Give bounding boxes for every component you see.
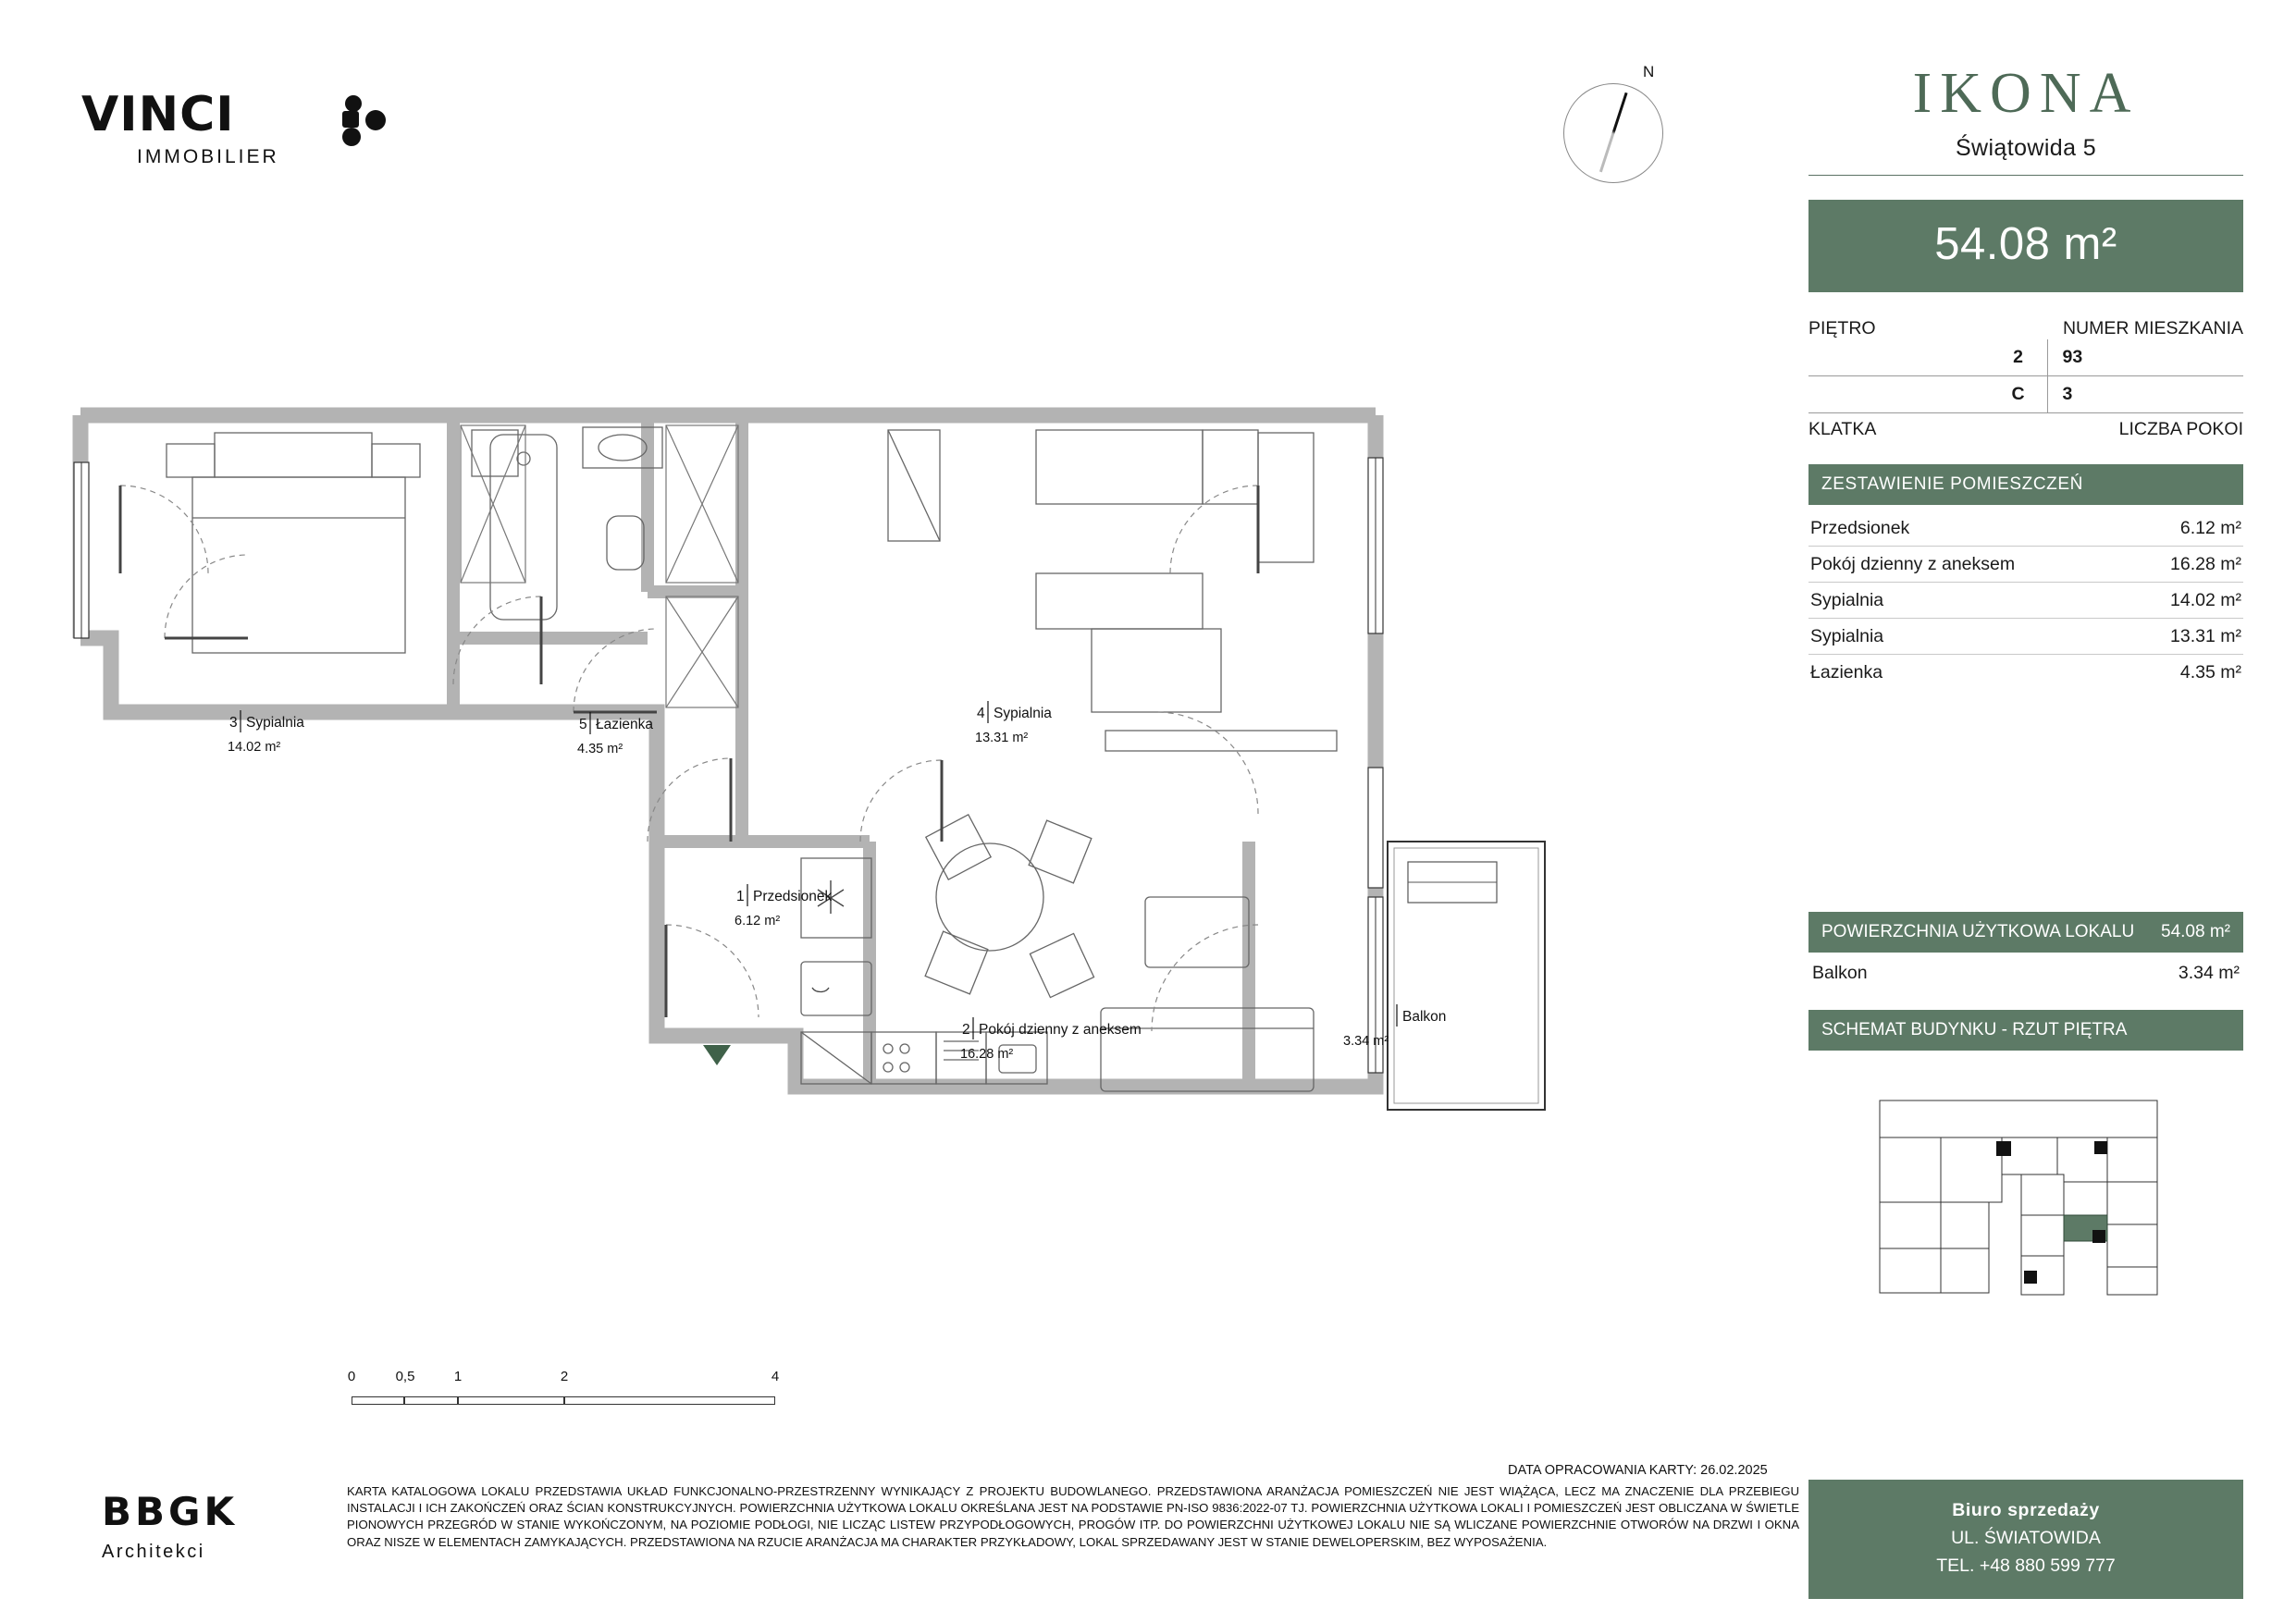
meta-value-apartment-number: 93: [2047, 339, 2244, 375]
furniture-bathroom: [472, 427, 662, 620]
list-item: [1808, 510, 2243, 547]
room-area: 16.28 m²: [2170, 553, 2241, 574]
scale-tick-0: 0: [347, 1369, 356, 1384]
room-label-bedroom-4: [975, 701, 1052, 745]
meta-row-staircase: [1808, 376, 2243, 413]
door-swings: [120, 486, 1258, 1031]
room-area: 13.31 m²: [2170, 625, 2241, 646]
meta-row-floor: [1808, 339, 2243, 376]
room-label-area: 14.02 m²: [228, 740, 281, 755]
scale-bar: [342, 1369, 786, 1424]
list-item: [1808, 583, 2243, 619]
room-label-living-room: [960, 1017, 1142, 1062]
room-area: 4.35 m²: [2179, 661, 2241, 682]
usable-area-value: 54.08 m²: [2161, 922, 2230, 941]
document-date: DATA OPRACOWANIA KARTY: 26.02.2025: [1508, 1463, 1768, 1478]
scale-tick-3: 2: [560, 1369, 569, 1384]
room-label-hallway: [734, 884, 833, 928]
project-brand: [1808, 62, 2243, 176]
interior-walls: [453, 422, 1249, 1087]
list-item: [1808, 655, 2243, 690]
rooms-list: [1808, 510, 2243, 690]
label-apartment-number: NUMER MIESZKANIA: [2062, 318, 2243, 338]
sales-office-title: Biuro sprzedaży: [1952, 1500, 2100, 1520]
room-label-number: 5: [579, 717, 587, 732]
apartment-floor-plan: [56, 407, 1776, 1359]
vinci-logo-name: VINCI: [81, 87, 235, 142]
meta-value-floor: 2: [2013, 347, 2023, 367]
room-name: Sypialnia: [1810, 625, 1884, 646]
room-label-number: 1: [736, 889, 745, 904]
compass-icon: [1563, 63, 1663, 183]
total-area-value: 54.08: [1934, 219, 2051, 269]
room-area: 6.12 m²: [2179, 517, 2241, 538]
meta-value-staircase: C: [2011, 384, 2025, 404]
room-name: Pokój dzienny z aneksem: [1810, 553, 2016, 574]
floor-plan-svg: [56, 407, 1776, 1359]
room-label-area: 4.35 m²: [577, 742, 623, 756]
door-leaves: [120, 486, 1258, 1017]
usable-area-label: POWIERZCHNIA UŻYTKOWA LOKALU: [1821, 922, 2135, 941]
total-area-banner: [1808, 200, 2243, 292]
compass-north-label: N: [1643, 63, 1655, 80]
windows: [74, 458, 1383, 1073]
rooms-section-title: ZESTAWIENIE POMIESZCZEŃ: [1808, 464, 2243, 505]
vinci-logo: [81, 87, 396, 192]
panel-spacer: [1808, 690, 2243, 884]
room-label-area: 13.31 m²: [975, 731, 1029, 745]
label-floor: PIĘTRO: [1808, 318, 1876, 338]
list-item: [1808, 619, 2243, 655]
meta-spacer-left-2: [1808, 376, 1990, 412]
room-label-text: Pokój dzienny z aneksem: [979, 1022, 1142, 1038]
bbgk-letters: BBGK: [102, 1489, 239, 1534]
apartment-meta-table: [1808, 318, 2243, 440]
balcony: [1388, 842, 1545, 1110]
scale-tick-2: 1: [453, 1369, 463, 1384]
meta-value-rooms-count: 3: [2047, 376, 2244, 412]
info-panel: [1808, 62, 2243, 1321]
sales-office-phone: TEL. +48 880 599 777: [1936, 1555, 2116, 1577]
building-schema-title: SCHEMAT BUDYNKU - RZUT PIĘTRA: [1808, 1010, 2243, 1051]
building-schema-svg: [1859, 1089, 2192, 1321]
room-name: Łazienka: [1810, 661, 1883, 682]
building-schema-diagram: [1859, 1089, 2192, 1321]
entrance-marker: [703, 1045, 731, 1065]
vinci-dots-icon: [333, 92, 389, 157]
balcony-label: Balkon: [1812, 963, 1868, 983]
balcony-value: 3.34 m²: [2178, 963, 2240, 983]
list-item: [1808, 547, 2243, 583]
room-label-text: Przedsionek: [753, 889, 833, 904]
meta-header-row: [1808, 318, 2243, 339]
room-label-number: 3: [229, 715, 238, 731]
project-address: Świątowida 5: [1955, 135, 2097, 161]
room-label-area: 3.34 m²: [1343, 1034, 1389, 1049]
room-label-text: Sypialnia: [246, 715, 304, 731]
room-label-text: Sypialnia: [994, 706, 1052, 721]
scale-tick-4: 4: [771, 1369, 780, 1384]
total-area-unit: m²: [2063, 219, 2117, 269]
room-label-number: 4: [977, 706, 985, 721]
bbgk-subtitle: Architekci: [102, 1542, 205, 1562]
room-area: 14.02 m²: [2170, 589, 2241, 610]
sales-office-street: UL. ŚWIATOWIDA: [1951, 1528, 2101, 1549]
sales-office-box: [1808, 1480, 2243, 1599]
room-label-area: 16.28 m²: [960, 1047, 1014, 1062]
furniture-bedroom-3: [167, 433, 420, 653]
scale-bar-segments: [352, 1396, 777, 1405]
room-label-text: Łazienka: [596, 717, 654, 732]
room-name: Przedsionek: [1810, 517, 1910, 538]
vinci-logo-subtitle: IMMOBILIER: [137, 146, 279, 167]
room-label-number: 2: [962, 1022, 970, 1038]
meta-spacer-left-1: [1808, 339, 1990, 375]
furniture-bedroom-4: [888, 430, 1337, 751]
balcony-row: [1808, 953, 2243, 984]
meta-footer-row: [1808, 419, 2243, 440]
room-label-area: 6.12 m²: [734, 914, 781, 928]
label-staircase: KLATKA: [1808, 419, 1877, 439]
usable-area-bar: [1808, 912, 2243, 953]
label-rooms-count: LICZBA POKOI: [2118, 419, 2243, 439]
room-name: Sypialnia: [1810, 589, 1884, 610]
bbgk-logo: [102, 1489, 305, 1563]
scale-tick-1: 0,5: [395, 1369, 415, 1384]
disclaimer-text: KARTA KATALOGOWA LOKALU PRZEDSTAWIA UKŁAD FUNKCJONALNO-PRZESTRZENNY WYNIKAJĄCY Z PROJEKTU BUDOWLANEGO. PRZEDSTAWIONA ARANŻACJA POMIESZCZEŃ NIE JEST WIĄŻĄCA, LECZ MA ZNACZENIE DLA PRZEBIEGU INSTALACJI I ICH ZAKOŃCZEŃ ORAZ ŚCIAN KONSTRUKCYJNYCH. POWIERZCHNIA UŻYTKOWA LOKALU OKREŚLANA JEST NA PODSTAWIE PN-ISO 9836:2022-07 TJ. POWIERZCHNIA UŻYTKOWA LOKALI I POMIESZCZEŃ JEST OBLICZANA W ŚWIETLE PIONOWYCH PRZEGRÓD W STANIE WYKOŃCZONYM, NA POZIOMIE PODŁOGI, NIE LICZĄC LISTEW PRZYPODŁOGOWYCH, PROGÓW ITP. DO POWIERZCHNI UŻYTKOWEJ LOKALU NIE SĄ WLICZANE POWIERZCHNIE OTWORÓW NA DRZWI I OKNA ORAZ NISZE W ELEMENTACH ZAMYKAJĄCYCH. PRZEDSTAWIONA NA RZUCIE ARANŻACJA MA CHARAKTER PRZYKŁADOWY, LOKAL SPRZEDAWANY JEST W STANIE DEWELOPERSKIM, BEZ WYPOSAŻENIA.: [347, 1484, 1799, 1549]
project-title: IKONA: [1912, 62, 2140, 125]
room-label-text: Balkon: [1402, 1009, 1447, 1025]
